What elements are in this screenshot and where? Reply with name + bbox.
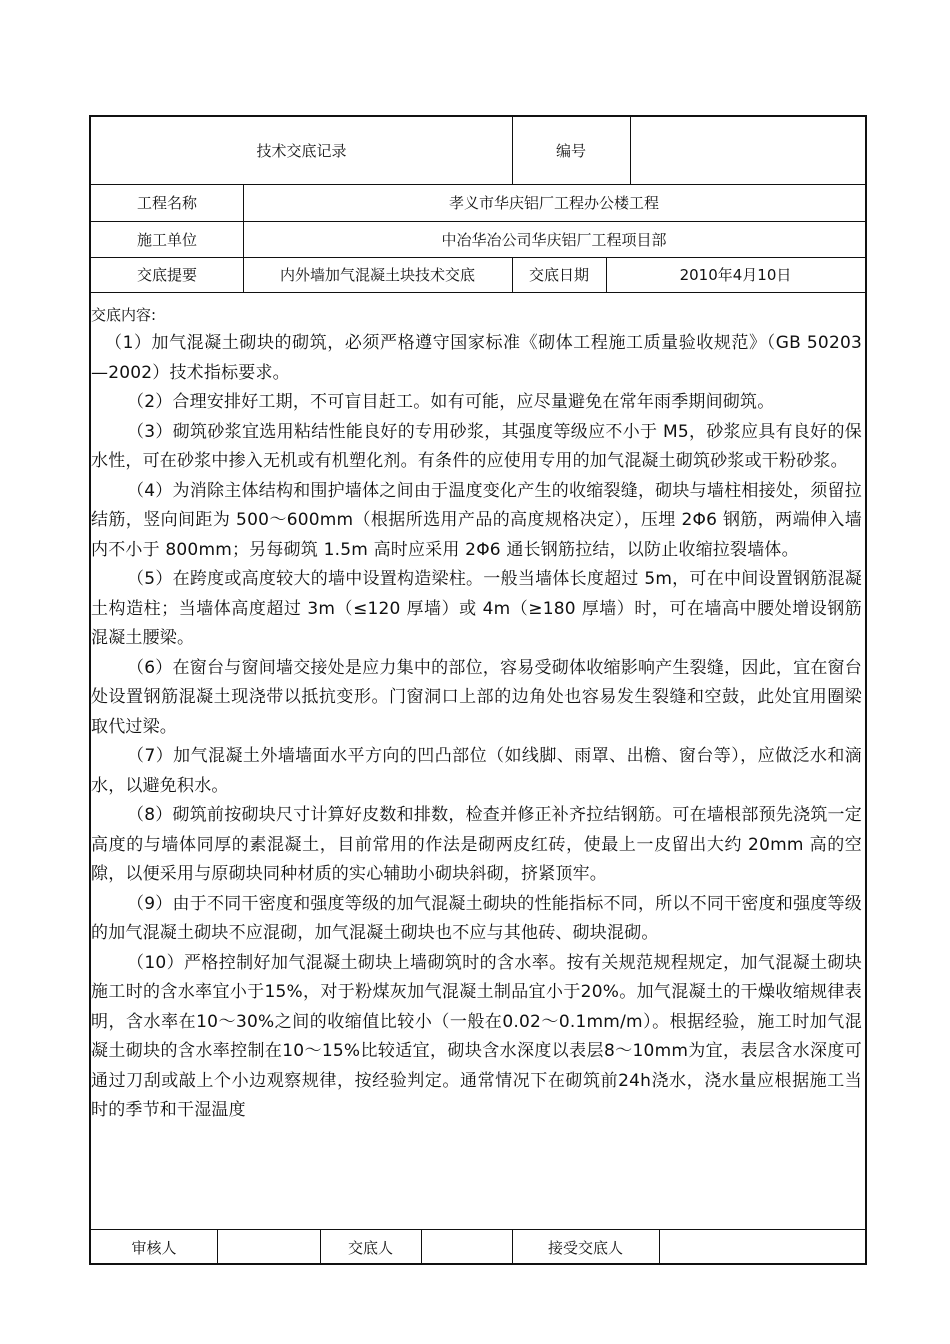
receiver-value: [659, 1229, 865, 1265]
summary-label: 交底提要: [136, 266, 197, 284]
content-paragraph: （6）在窗台与窗间墙交接处是应力集中的部位，容易受砌体收缩影响产生裂缝，因此，宜在窗台处设置钢筋混凝土现浇带以抵抗变形。门窗洞口上部的边角处也容易发生裂缝和空鼓，此处宜用圈梁取代过梁。: [91, 657, 862, 737]
reviewer-label: 审核人: [131, 1238, 177, 1257]
project-name-label: 工程名称: [136, 194, 197, 212]
content-paragraph: （3）砌筑砂浆宜选用粘结性能良好的专用砂浆，其强度等级应不小于 M5，砂浆应具有良好的保水性，可在砂浆中掺入无机或有机塑化剂。有条件的应使用专用的加气混凝土砌筑砂浆或干粉砂浆。: [91, 421, 862, 471]
content-paragraph: （1）加气混凝土砌块的砌筑，必须严格遵守国家标准《砌体工程施工质量验收规范》（GB 50203—2002）技术指标要求。: [91, 333, 862, 383]
summary-value: 内外墙加气混凝土块技术交底: [279, 266, 475, 284]
disclosure-content: [91, 299, 865, 1126]
disclosure-record-form: [89, 115, 867, 1265]
content-paragraph: （4）为消除主体结构和围护墙体之间由于温度变化产生的收缩裂缝，砌块与墙柱相接处，须留拉结筋，竖向间距为 500～600mm（根据所选用产品的高度规格决定），压埋 2Φ6 钢筋，两端伸入墙内不小于 800mm；另每砌筑 1.5m 高时应采用 2Φ6 通长钢筋拉结，以防止收缩拉裂墙体。: [91, 480, 862, 560]
discloser-label: 交底人: [347, 1238, 393, 1257]
number-value: [630, 117, 865, 184]
content-paragraph: （10）严格控制好加气混凝土砌块上墙砌筑时的含水率。按有关规范规程规定，加气混凝土砌块施工时的含水率宜小于15%，对于粉煤灰加气混凝土制品宜小于20%。加气混凝土的干燥收缩规律表明，含水率在10～30%之间的收缩值比较小（一般在0.02～0.1mm/m）。根据经验，施工时加气混凝土砌块的含水率控制在10～15%比较适宜，砌块含水深度以表层8～10mm为宜，表层含水深度可通过刀刮或敲上个小边观察规律，按经验判定。通常情况下在砌筑前24h浇水，浇水量应根据施工当时的季节和干湿温度: [91, 952, 862, 1120]
content-paragraph: （2）合理安排好工期，不可盲目赶工。如有可能，应尽量避免在常年雨季期间砌筑。: [127, 392, 775, 412]
divider: [91, 292, 865, 293]
content-label: 交底内容:: [91, 306, 157, 324]
form-title: 技术交底记录: [256, 142, 347, 160]
construction-unit-value: 中冶华冶公司华庆铝厂工程项目部: [441, 230, 667, 249]
project-name-value: 孝义市华庆铝厂工程办公楼工程: [448, 194, 659, 212]
discloser-value: [421, 1229, 512, 1265]
date-value: 2010年4月10日: [679, 266, 792, 284]
content-paragraph: （9）由于不同干密度和强度等级的加气混凝土砌块的性能指标不同，所以不同干密度和强度等级的加气混凝土砌块不应混砌，加气混凝土砌块也不应与其他砖、砌块混砌。: [91, 893, 862, 943]
reviewer-value: [217, 1229, 320, 1265]
date-label: 交底日期: [528, 266, 589, 284]
receiver-label: 接受交底人: [547, 1238, 623, 1257]
content-paragraph: （5）在跨度或高度较大的墙中设置构造梁柱。一般当墙体长度超过 5m，可在中间设置钢筋混凝土构造柱；当墙体高度超过 3m（≤120 厚墙）或 4m（≥180 厚墙）时，可在墙高中腰处增设钢筋混凝土腰梁。: [91, 569, 862, 648]
number-label: 编号: [555, 142, 586, 160]
content-paragraph: （7）加气混凝土外墙墙面水平方向的凹凸部位（如线脚、雨罩、出檐、窗台等），应做泛水和滴水，以避免积水。: [91, 746, 862, 796]
content-paragraph: （8）砌筑前按砌块尺寸计算好皮数和排数，检查并修正补齐拉结钢筋。可在墙根部预先浇筑一定高度的与墙体同厚的素混凝土，目前常用的作法是砌两皮红砖，使最上一皮留出大约 20mm 高的空隙，以便采用与原砌块同种材质的实心辅助小砌块斜砌，挤紧顶牢。: [91, 805, 862, 884]
construction-unit-label: 施工单位: [136, 230, 197, 249]
